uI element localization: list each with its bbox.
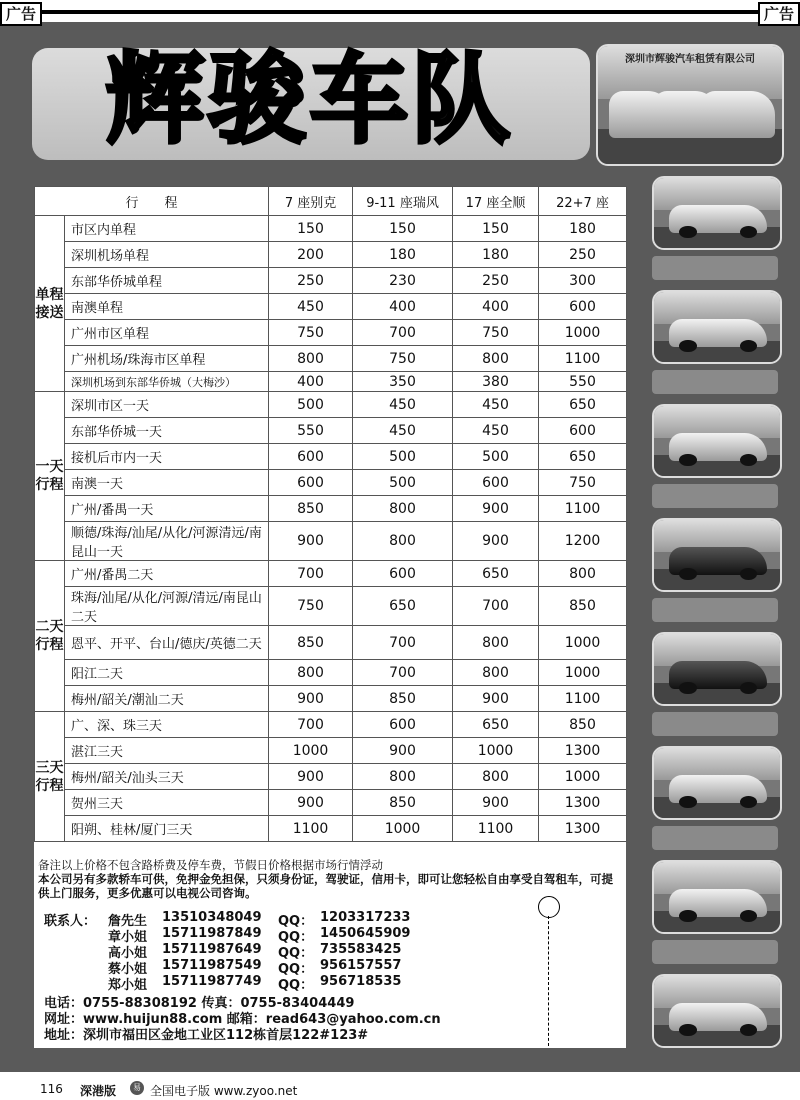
edition-label: 深港版 (80, 1084, 117, 1098)
price-cell: 1300 (539, 738, 627, 764)
price-cell: 1000 (539, 764, 627, 790)
price-cell: 1100 (453, 816, 539, 842)
photo-caption-strip (652, 370, 778, 394)
table-row (35, 587, 627, 626)
table-row (35, 686, 627, 712)
table-row (35, 470, 627, 496)
contact-name: 詹先生 (108, 914, 148, 929)
price-cell: 1300 (539, 790, 627, 816)
route-cell: 接机后市内一天 (65, 444, 269, 470)
phone-fax-line: 电话：0755-88308192 传真：0755-83404449 (44, 996, 355, 1011)
price-cell: 850 (269, 496, 353, 522)
photo-caption-strip (652, 826, 778, 850)
price-cell: 900 (353, 738, 453, 764)
table-row (35, 320, 627, 346)
route-cell: 市区内单程 (65, 216, 269, 242)
table-row (35, 816, 627, 842)
table-row (35, 561, 627, 587)
decorative-dash (548, 916, 549, 1046)
route-cell: 恩平、开平、台山/德庆/英德二天 (65, 626, 269, 660)
price-cell: 500 (453, 444, 539, 470)
price-cell: 150 (353, 216, 453, 242)
qq-label: QQ： (278, 946, 314, 961)
price-cell: 450 (353, 392, 453, 418)
page-footer (0, 1072, 800, 1100)
price-cell: 700 (353, 660, 453, 686)
table-row (35, 738, 627, 764)
price-cell: 600 (353, 561, 453, 587)
price-cell: 1100 (539, 686, 627, 712)
contact-block (34, 900, 626, 1048)
price-cell: 850 (353, 790, 453, 816)
price-table (34, 186, 627, 842)
price-cell: 1300 (539, 816, 627, 842)
route-cell: 广州市区单程 (65, 320, 269, 346)
table-row (35, 712, 627, 738)
table-row (35, 496, 627, 522)
price-cell: 900 (453, 496, 539, 522)
route-cell: 广州/番禺一天 (65, 496, 269, 522)
web-email-line: 网址：www.huijun88.com 邮箱：read643@yahoo.com.cn (44, 1012, 441, 1027)
header-transit: 17 座全顺 (453, 187, 539, 216)
fleet-photo (596, 44, 784, 166)
car-photo-honda (652, 518, 782, 592)
route-cell: 深圳机场到东部华侨城（大梅沙） (65, 372, 269, 392)
photo-caption-strip (652, 598, 778, 622)
route-cell: 珠海/汕尾/从化/河源/清远/南昆山二天 (65, 587, 269, 626)
price-cell: 1000 (539, 320, 627, 346)
price-cell: 750 (453, 320, 539, 346)
price-cell: 400 (269, 372, 353, 392)
price-table-container (34, 186, 626, 856)
price-cell: 850 (539, 587, 627, 626)
route-cell: 南澳一天 (65, 470, 269, 496)
car-photo-van (652, 746, 782, 820)
decorative-circle (538, 896, 560, 918)
contact-qq: 1203317233 (320, 910, 411, 925)
price-cell: 900 (269, 764, 353, 790)
price-cell: 200 (269, 242, 353, 268)
price-cell: 800 (353, 522, 453, 561)
price-cell: 850 (353, 686, 453, 712)
price-cell: 150 (269, 216, 353, 242)
price-cell: 450 (353, 418, 453, 444)
price-cell: 450 (453, 418, 539, 444)
price-cell: 650 (539, 444, 627, 470)
header-bus: 22+7 座 (539, 187, 627, 216)
price-cell: 450 (269, 294, 353, 320)
table-row (35, 626, 627, 660)
logo-icon: 易 (130, 1081, 144, 1095)
route-cell: 贺州三天 (65, 790, 269, 816)
price-cell: 800 (353, 764, 453, 790)
photo-caption-strip (652, 256, 778, 280)
price-cell: 550 (539, 372, 627, 392)
car-photo-buick (652, 176, 782, 250)
route-cell: 梅州/韶关/汕头三天 (65, 764, 269, 790)
route-cell: 广州/番禺二天 (65, 561, 269, 587)
price-cell: 300 (539, 268, 627, 294)
ad-label-right: 广告 (758, 2, 800, 26)
price-cell: 800 (353, 496, 453, 522)
table-row (35, 522, 627, 561)
price-cell: 1100 (269, 816, 353, 842)
contact-phone: 15711987749 (162, 974, 262, 989)
route-cell: 南澳单程 (65, 294, 269, 320)
price-cell: 750 (353, 346, 453, 372)
price-cell: 900 (453, 686, 539, 712)
notes (34, 856, 626, 902)
address-line: 地址：深圳市福田区金地工业区112栋首层122#123# (44, 1028, 369, 1043)
contact-qq: 956718535 (320, 974, 402, 989)
route-cell: 阳朔、桂林/厦门三天 (65, 816, 269, 842)
note-line-1: 备注以上价格不包含路桥费及停车费，节假日价格根据市场行情浮动 (38, 858, 383, 872)
contact-label: 联系人： (44, 914, 97, 929)
photo-caption-strip (652, 484, 778, 508)
route-cell: 广州机场/珠海市区单程 (65, 346, 269, 372)
page-number: 116 (40, 1082, 63, 1096)
price-cell: 230 (353, 268, 453, 294)
site-label: 全国电子版 www.zyoo.net (150, 1084, 298, 1098)
photo-caption-strip (652, 940, 778, 964)
price-cell: 180 (353, 242, 453, 268)
header-buick: 7 座别克 (269, 187, 353, 216)
car-photo-mpv (652, 404, 782, 478)
price-cell: 900 (453, 790, 539, 816)
header-ruifeng: 9-11 座瑞风 (353, 187, 453, 216)
table-row (35, 268, 627, 294)
price-cell: 900 (269, 522, 353, 561)
price-cell: 1100 (539, 496, 627, 522)
price-cell: 180 (453, 242, 539, 268)
price-cell: 380 (453, 372, 539, 392)
price-cell: 800 (453, 660, 539, 686)
price-cell: 1000 (539, 626, 627, 660)
price-cell: 400 (453, 294, 539, 320)
price-cell: 500 (269, 392, 353, 418)
qq-label: QQ： (278, 914, 314, 929)
group-label: 三天行程 (35, 712, 65, 842)
price-cell: 1000 (453, 738, 539, 764)
route-cell: 广、深、珠三天 (65, 712, 269, 738)
price-cell: 800 (539, 561, 627, 587)
ad-label-left: 广告 (0, 2, 42, 26)
price-cell: 700 (269, 712, 353, 738)
price-cell: 700 (353, 320, 453, 346)
table-row (35, 790, 627, 816)
group-label: 一天行程 (35, 392, 65, 561)
page-title: 辉骏车队 (105, 43, 514, 157)
price-cell: 500 (353, 470, 453, 496)
price-cell: 250 (453, 268, 539, 294)
price-cell: 400 (353, 294, 453, 320)
price-cell: 800 (453, 346, 539, 372)
route-cell: 湛江三天 (65, 738, 269, 764)
price-cell: 850 (269, 626, 353, 660)
price-cell: 1000 (539, 660, 627, 686)
price-cell: 1000 (269, 738, 353, 764)
table-row (35, 444, 627, 470)
price-cell: 800 (453, 764, 539, 790)
table-row (35, 372, 627, 392)
qq-label: QQ： (278, 930, 314, 945)
car-photo-transit (652, 860, 782, 934)
price-cell: 700 (269, 561, 353, 587)
route-cell: 深圳市区一天 (65, 392, 269, 418)
price-cell: 750 (269, 587, 353, 626)
group-label: 二天行程 (35, 561, 65, 712)
price-cell: 450 (453, 392, 539, 418)
car-photo-black-sedan (652, 632, 782, 706)
route-cell: 梅州/韶关/潮汕二天 (65, 686, 269, 712)
price-cell: 250 (539, 242, 627, 268)
contact-name: 高小姐 (108, 946, 148, 961)
price-cell: 800 (453, 626, 539, 660)
price-cell: 600 (269, 470, 353, 496)
price-cell: 1100 (539, 346, 627, 372)
price-cell: 600 (539, 294, 627, 320)
table-row (35, 764, 627, 790)
qq-label: QQ： (278, 978, 314, 993)
note-line-2: 本公司另有多款轿车可供，免押金免担保，只须身份证，驾驶证，信用卡，即可让您轻松自由享受自驾租车，可提供上门服务，更多优惠可以电视公司咨询。 (38, 872, 613, 900)
contact-phone: 15711987849 (162, 926, 262, 941)
route-cell: 东部华侨城一天 (65, 418, 269, 444)
contact-name: 蔡小姐 (108, 962, 148, 977)
contact-name: 郑小姐 (108, 978, 148, 993)
price-cell: 850 (539, 712, 627, 738)
photo-caption-strip (652, 712, 778, 736)
table-row (35, 294, 627, 320)
contact-name: 章小姐 (108, 930, 148, 945)
route-cell: 深圳机场单程 (65, 242, 269, 268)
car-photo-sedan (652, 290, 782, 364)
contact-phone: 15711987549 (162, 958, 262, 973)
price-cell: 900 (269, 790, 353, 816)
route-cell: 东部华侨城单程 (65, 268, 269, 294)
table-row (35, 392, 627, 418)
company-sign: 深圳市辉骏汽车租赁有限公司 (625, 54, 755, 65)
contact-qq: 735583425 (320, 942, 402, 957)
price-cell: 700 (353, 626, 453, 660)
price-cell: 800 (269, 346, 353, 372)
price-cell: 750 (539, 470, 627, 496)
table-row (35, 216, 627, 242)
price-cell: 800 (269, 660, 353, 686)
table-row (35, 660, 627, 686)
contact-qq: 956157557 (320, 958, 402, 973)
price-cell: 900 (453, 522, 539, 561)
price-cell: 180 (539, 216, 627, 242)
car-photo-bus (652, 974, 782, 1048)
table-row (35, 242, 627, 268)
price-cell: 650 (539, 392, 627, 418)
price-cell: 350 (353, 372, 453, 392)
price-cell: 600 (539, 418, 627, 444)
contact-phone: 15711987649 (162, 942, 262, 957)
header-route: 行 程 (35, 187, 269, 216)
group-label: 单程接送 (35, 216, 65, 392)
price-cell: 150 (453, 216, 539, 242)
price-cell: 750 (269, 320, 353, 346)
price-cell: 650 (453, 712, 539, 738)
price-cell: 250 (269, 268, 353, 294)
price-cell: 550 (269, 418, 353, 444)
qq-label: QQ： (278, 962, 314, 977)
table-header-row (35, 187, 627, 216)
table-row (35, 346, 627, 372)
table-row (35, 418, 627, 444)
price-cell: 700 (453, 587, 539, 626)
price-cell: 650 (353, 587, 453, 626)
price-cell: 600 (353, 712, 453, 738)
top-rule (0, 10, 800, 14)
route-cell: 阳江二天 (65, 660, 269, 686)
price-cell: 600 (453, 470, 539, 496)
price-cell: 1200 (539, 522, 627, 561)
contact-qq: 1450645909 (320, 926, 411, 941)
price-cell: 1000 (353, 816, 453, 842)
price-cell: 900 (269, 686, 353, 712)
price-cell: 600 (269, 444, 353, 470)
route-cell: 顺德/珠海/汕尾/从化/河源清远/南昆山一天 (65, 522, 269, 561)
price-cell: 500 (353, 444, 453, 470)
contact-phone: 13510348049 (162, 910, 262, 925)
price-cell: 650 (453, 561, 539, 587)
